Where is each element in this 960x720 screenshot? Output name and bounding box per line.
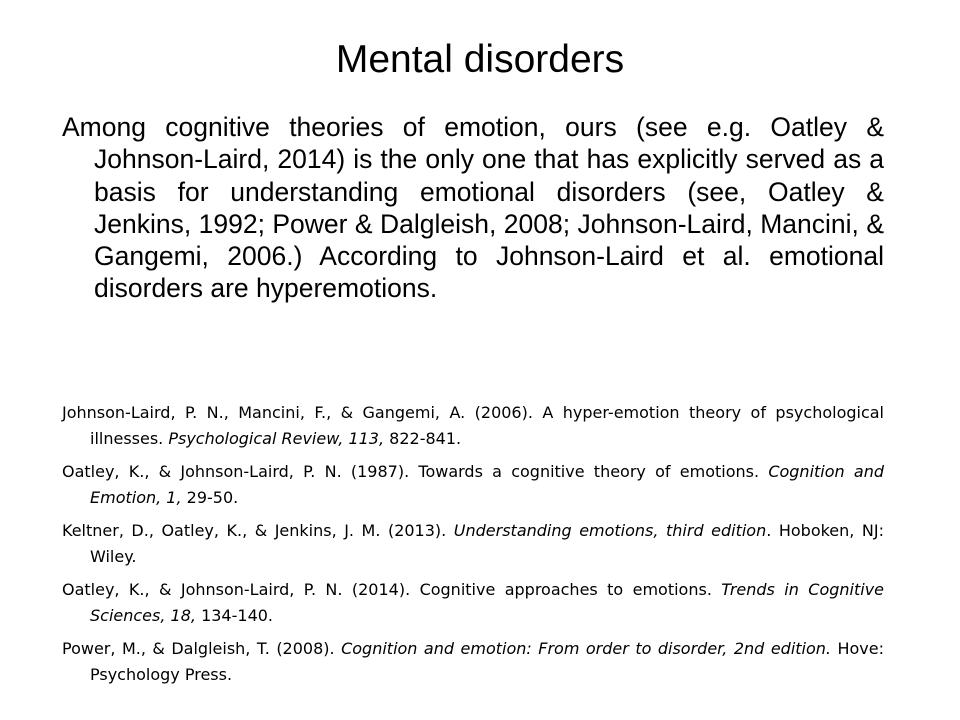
reference-source: Cognition and Emotion, 1, — [90, 462, 884, 507]
reference-pages: 822-841. — [384, 429, 462, 448]
reference-pages: . Hoboken, NJ: Wiley. — [90, 521, 884, 566]
reference-text: Oatley, K., & Johnson-Laird, P. N. (2014). Cognitive approaches to emotions. — [62, 580, 722, 599]
reference-text: Keltner, D., Oatley, K., & Jenkins, J. M. (2013). — [62, 521, 454, 540]
reference-pages: 29-50. — [181, 488, 239, 507]
reference-source: Trends in Cognitive Sciences, 18, — [90, 580, 884, 625]
reference-source: Psychological Review, 113, — [168, 429, 385, 448]
reference-pages: 134-140. — [195, 606, 274, 625]
reference-item — [62, 577, 884, 629]
reference-item — [62, 459, 884, 511]
reference-item — [62, 636, 884, 688]
reference-pages: Hove: Psychology Press. — [90, 639, 885, 684]
reference-source: Cognition and emotion: From order to disorder, 2nd edition. — [341, 639, 831, 658]
reference-source: Understanding emotions, third edition — [453, 521, 767, 540]
main-paragraph: Among cognitive theories of emotion, ours (see e.g. Oatley & Johnson-Laird, 2014) is the only one that has explicitly served as a basis for understanding emotional disorders (see, Oatley & Jenkins, 1992; Power & Dalgleish, 2008; Johnson-Laird, Mancini, & Gangemi, 2006.) According to Johnson-Laird et al. emotional disorders are hyperemotions. — [62, 112, 884, 304]
reference-list — [62, 400, 884, 695]
reference-text: Johnson-Laird, P. N., Mancini, F., & Gangemi, A. (2006). A hyper-emotion theory of psychological illnesses. — [62, 403, 884, 448]
slide-title: Mental disorders — [335, 38, 625, 81]
reference-text: Oatley, K., & Johnson-Laird, P. N. (1987). Towards a cognitive theory of emotions. — [62, 462, 769, 481]
reference-item — [62, 400, 884, 452]
reference-item — [62, 518, 884, 570]
reference-text: Power, M., & Dalgleish, T. (2008). — [62, 639, 342, 658]
